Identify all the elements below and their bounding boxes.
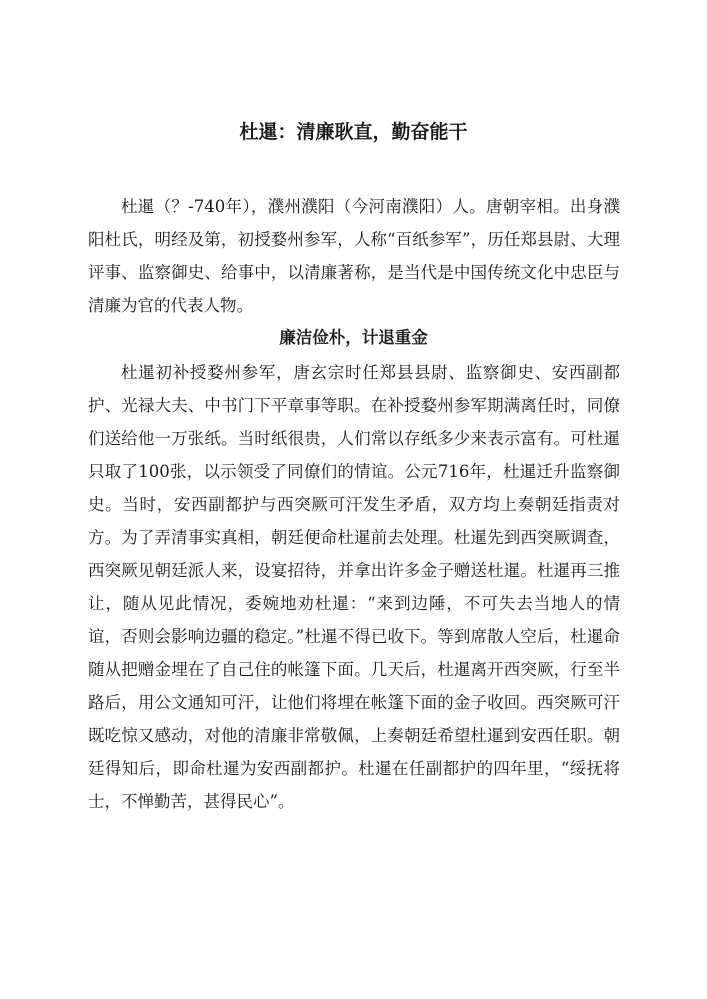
section-heading: 廉洁俭朴，计退重金 (279, 328, 428, 347)
story-paragraph (88, 356, 620, 818)
intro-paragraph (88, 190, 620, 322)
intro-text: 杜暹（？-740年），濮州濮阳（今河南濮阳）人。唐朝宰相。出身濮阳杜氏，明经及第，初授婺州参军，人称“百纸参军”，历任郑县尉、大理评事、监察御史、给事中，以清廉著称，是当代是中国传统文化中忠臣与清廉为官的代表人物。 (88, 197, 620, 315)
document-title: 杜暹：清廉耿直，勤奋能干 (239, 121, 468, 143)
story-text: 杜暹初补授婺州参军，唐玄宗时任郑县县尉、监察御史、安西副都护、光禄大夫、中书门下平章事等职。在补授婺州参军期满离任时，同僚们送给他一万张纸。当时纸很贵，人们常以存纸多少来表示富有。可杜暹只取了100张，以示领受了同僚们的情谊。公元716年，杜暹迁升监察御史。当时，安西副都护与西突厥可汗发生矛盾，双方均上奏朝廷指责对方。为了弄清事实真相，朝廷便命杜暹前去处理。杜暹先到西突厥调查，西突厥见朝廷派人来，设宴招待，并拿出许多金子赠送杜暹。杜暹再三推让，随从见此情况，委婉地劝杜暹：“来到边陲，不可失去当地人的情谊，否则会影响边疆的稳定。”杜暹不得已收下。等到席散人空后，杜暹命随从把赠金埋在了自己住的帐篷下面。几天后，杜暹离开西突厥，行至半路后，用公文通知可汗，让他们将埋在帐篷下面的金子收回。西突厥可汗既吃惊又感动，对他的清廉非常敬佩，上奏朝廷希望杜暹到安西任职。朝廷得知后，即命杜暹为安西副都护。杜暹在任副都护的四年里，“绥抚将士，不惮勤苦，甚得民心”。 (88, 363, 620, 811)
